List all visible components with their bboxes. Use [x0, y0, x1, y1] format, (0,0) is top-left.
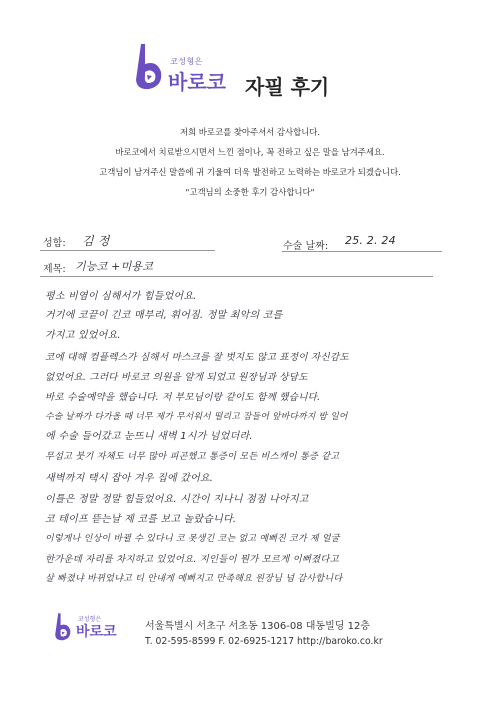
name-value: 김 정 — [82, 234, 110, 248]
intro-line-1: 저희 바로코를 찾아주셔서 감사합니다. — [179, 127, 321, 137]
handwriting-line-10: 새벽까지 택시 잡아 겨우 집에 갔어요. — [45, 473, 214, 484]
date-underline — [282, 251, 442, 252]
surgery-date-label: 수술 날짜: — [283, 241, 329, 252]
footer-address: 서울특별시 서초구 서초동 1306-08 대동빌딩 12층 — [145, 621, 370, 632]
footer-logo-subtitle: 코성형은 — [78, 616, 102, 623]
footer-logo-name: 바로코 — [76, 624, 117, 640]
intro-line-4: "고객님의 소중한 후기 감사합니다" — [185, 187, 315, 197]
procedure-label: 제목: — [43, 264, 66, 275]
logo-name: 바로코 — [168, 70, 226, 94]
handwriting-line-9: 무섭고 붓기 자체도 너무 많아 피곤했고 통증이 모든 비스캐이 통증 같고 — [45, 451, 340, 462]
handwriting-line-3: 가지고 있었어요. — [45, 330, 121, 341]
handwriting-line-4: 코에 대해 컴플렉스가 심해서 마스크를 잘 벗지도 않고 표정이 자신감도 — [45, 352, 349, 363]
handwriting-line-1: 평소 비염이 심해서가 힘들었어요. — [45, 291, 197, 302]
surgery-date-value: 25. 2. 24 — [345, 234, 396, 247]
name-underline — [40, 250, 215, 251]
handwriting-line-8: 에 수술 들어갔고 눈뜨니 새벽 1시가 넘었더라. — [45, 431, 253, 442]
handwriting-line-14: 한가운데 자리를 차지하고 있었어요. 지인들이 뭔가 모르게 이뻐졌다고 — [45, 554, 339, 565]
procedure-underline — [40, 276, 433, 277]
handwriting-line-2: 거기에 코끝이 긴코 매부리, 휘어짐. 정말 최악의 코를 — [45, 310, 283, 321]
handwriting-line-6: 바로 수술예약을 했습니다. 저 부모님이랑 같이도 함께 했습니다. — [45, 392, 321, 403]
handwriting-line-12: 코 테이프 뜯는날 제 코를 보고 놀랐습니다. — [45, 514, 237, 525]
handwriting-line-13: 이렇게나 인상이 바뀔 수 있다니 코 못생긴 코는 없고 예뻐진 코가 제 얼굴 — [45, 534, 340, 544]
baroko-logo-icon — [131, 42, 167, 92]
name-label: 성함: — [43, 238, 66, 249]
footer-logo-icon — [52, 612, 74, 642]
page-title: 자필 후기 — [245, 75, 330, 99]
intro-line-2: 바로코에서 치료받으시면서 느낀 점이나, 꼭 전하고 싶은 말을 남겨주세요. — [115, 147, 385, 157]
handwriting-line-11: 이틀은 정말 정말 힘들었어요. 시간이 지나니 점점 나아지고 — [45, 494, 309, 505]
intro-line-3: 고객님이 남겨주신 말씀에 귀 기울여 더욱 발전하고 노력하는 바로코가 되겠습니다. — [99, 167, 401, 177]
logo-subtitle: 코성형은 — [170, 57, 203, 66]
handwriting-line-7: 수술 날짜가 다가올 때 너무 제가 무서워서 떨리고 잠들어 앞바다까지 밤 일어 — [45, 412, 348, 422]
footer-contact: T. 02-595-8599 F. 02-6925-1217 http://baroko.co.kr — [145, 636, 383, 647]
handwriting-line-15: 살 빠졌냐 바뀌었냐고 티 안내게 예뻐지고 만족해요 원장님 넘 감사합니다 — [45, 574, 343, 584]
procedure-value: 기능코 +미용코 — [75, 260, 154, 273]
handwriting-line-5: 없었어요. 그러다 바로코 의원을 알게 되었고 원장님과 상담도 — [45, 372, 308, 383]
